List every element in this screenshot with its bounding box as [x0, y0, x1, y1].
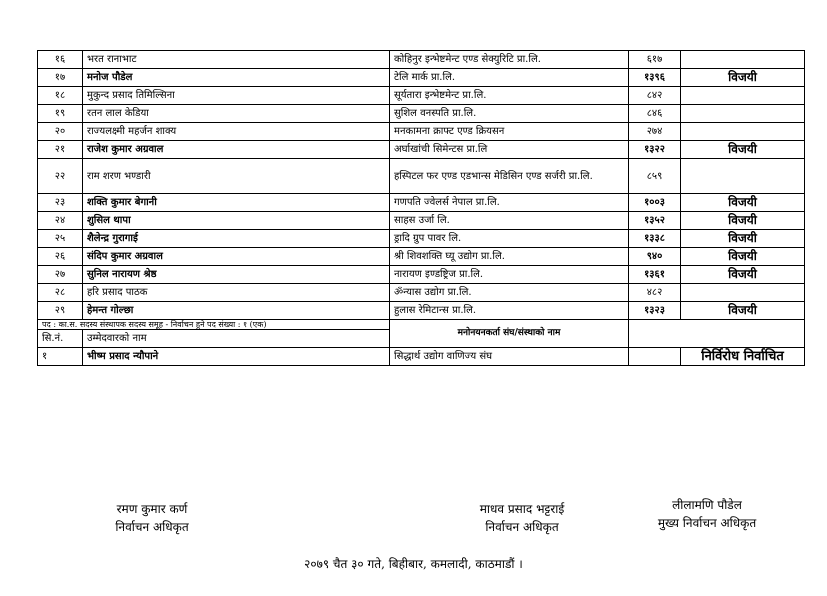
footer-date: २०७९ चैत ३० गते, बिहीबार, कमलादी, काठमाडौं । [304, 557, 523, 571]
row-sn: १९ [38, 105, 83, 123]
vote-count: १३५२ [629, 212, 681, 230]
result-status [681, 51, 805, 69]
row-sn: २८ [38, 284, 83, 302]
result-status: विजयी [681, 212, 805, 230]
row-sn: २३ [38, 194, 83, 212]
sn-column-header: सि.नं. [38, 330, 83, 348]
vote-count: ८४२ [629, 87, 681, 105]
result-status: विजयी [681, 248, 805, 266]
section-caption: पद : का.स. सदस्य संस्थापक सदस्य समूह - निर्वाचन हुने पद संख्या : १ (एक) [38, 320, 390, 330]
vote-count: २७४ [629, 123, 681, 141]
signature-block-2 [452, 500, 592, 536]
result-status: विजयी [681, 266, 805, 284]
nominating-org: ॐन्यास उद्योग प्रा.लि. [390, 284, 629, 302]
nominating-org: हस्पिटल फर एण्ड एडभान्स मेडिसिन एण्ड सर्जरी प्रा.लि. [390, 159, 629, 194]
result-status [681, 123, 805, 141]
candidate-name: संदिप कुमार अग्रवाल [83, 248, 390, 266]
vote-count: ४८२ [629, 284, 681, 302]
nominating-org: श्री शिवशक्ति घ्यू उद्योग प्रा.लि. [390, 248, 629, 266]
vote-count: १३२३ [629, 302, 681, 320]
nominating-org: हुलास रेमिटान्स प्रा.लि. [390, 302, 629, 320]
final-candidate-name: भीष्म प्रसाद न्यौपाने [83, 348, 390, 366]
row-sn: २७ [38, 266, 83, 284]
row-sn: २० [38, 123, 83, 141]
vote-count: १३६१ [629, 266, 681, 284]
vote-count: ६१७ [629, 51, 681, 69]
row-sn: १६ [38, 51, 83, 69]
final-row-sn: १ [38, 348, 83, 366]
candidate-name: शक्ति कुमार बेगानी [83, 194, 390, 212]
signatory-title: निर्वाचन अधिकृत [115, 520, 189, 534]
header-empty-cell [629, 320, 805, 348]
candidate-name: राम शरण भण्डारी [83, 159, 390, 194]
result-status: विजयी [681, 141, 805, 159]
results-body [38, 51, 805, 366]
nominating-org: ड्रादि ग्रुप पावर लि. [390, 230, 629, 248]
signatory-name: माधव प्रसाद भट्टराई [479, 502, 565, 516]
candidate-name: राजेश कुमार अग्रवाल [83, 141, 390, 159]
nominating-org: नारायण इण्डष्ट्रिज प्रा.लि. [390, 266, 629, 284]
signatory-name: रमण कुमार कर्ण [116, 502, 188, 516]
result-status: विजयी [681, 302, 805, 320]
row-sn: २६ [38, 248, 83, 266]
org-column-header: मनोनयनकर्ता संघ/संस्थाको नाम [390, 320, 629, 348]
candidate-name: हरि प्रसाद पाठक [83, 284, 390, 302]
vote-count: १००३ [629, 194, 681, 212]
vote-count: ८५९ [629, 159, 681, 194]
nominating-org: अर्घाखांची सिमेन्टस प्रा.लि [390, 141, 629, 159]
signatory-name: लीलामणि पौडेल [672, 498, 742, 512]
row-sn: २४ [38, 212, 83, 230]
name-column-header: उम्मेदवारको नाम [83, 330, 390, 348]
nominating-org: गणपति ज्वेलर्स नेपाल प्रा.लि. [390, 194, 629, 212]
nominating-org: साहस उर्जा लि. [390, 212, 629, 230]
vote-count: १३३८ [629, 230, 681, 248]
candidate-name: भरत रानाभाट [83, 51, 390, 69]
signature-block-3 [632, 496, 782, 532]
nominating-org: कोहिनुर इन्भेष्टमेन्ट एण्ड सेक्युरिटि प्रा.लि. [390, 51, 629, 69]
result-status [681, 105, 805, 123]
nominating-org: टेलि मार्क प्रा.लि. [390, 69, 629, 87]
vote-count: १३९६ [629, 69, 681, 87]
candidate-name: मनोज पौडेल [83, 69, 390, 87]
nominating-org: मनकामना क्राफ्ट एण्ड क्रियसन [390, 123, 629, 141]
row-sn: २५ [38, 230, 83, 248]
candidate-name: हेमन्त गोल्छा [83, 302, 390, 320]
nominating-org: सुशिल वनस्पति प्रा.लि. [390, 105, 629, 123]
row-sn: २२ [38, 159, 83, 194]
row-sn: २९ [38, 302, 83, 320]
row-sn: १८ [38, 87, 83, 105]
candidate-name: शुसिल थापा [83, 212, 390, 230]
final-result-status: निर्विरोध निर्वाचित [681, 348, 805, 366]
result-status [681, 159, 805, 194]
result-status: विजयी [681, 230, 805, 248]
final-nominating-org: सिद्धार्थ उद्योग वाणिज्य संघ [390, 348, 629, 366]
results-table [37, 50, 805, 366]
signature-block-1 [92, 500, 212, 536]
vote-count: ९४० [629, 248, 681, 266]
signatory-title: निर्वाचन अधिकृत [485, 520, 559, 534]
candidate-name: सुनिल नारायण श्रेष्ठ [83, 266, 390, 284]
final-vote-count [629, 348, 681, 366]
nominating-org: सूर्यतारा इन्भेष्टमेन्ट प्रा.लि. [390, 87, 629, 105]
candidate-name: मुकुन्द प्रसाद तिमिल्सिना [83, 87, 390, 105]
row-sn: २१ [38, 141, 83, 159]
candidate-name: राज्यलक्ष्मी महर्जन शाक्य [83, 123, 390, 141]
candidate-name: रतन लाल केडिया [83, 105, 390, 123]
row-sn: १७ [38, 69, 83, 87]
result-status [681, 87, 805, 105]
vote-count: १३२२ [629, 141, 681, 159]
vote-count: ८४६ [629, 105, 681, 123]
candidate-name: शैलेन्द्र गुरागाई [83, 230, 390, 248]
result-status: विजयी [681, 194, 805, 212]
result-status: विजयी [681, 69, 805, 87]
signatory-title: मुख्य निर्वाचन अधिकृत [657, 516, 757, 530]
result-status [681, 284, 805, 302]
